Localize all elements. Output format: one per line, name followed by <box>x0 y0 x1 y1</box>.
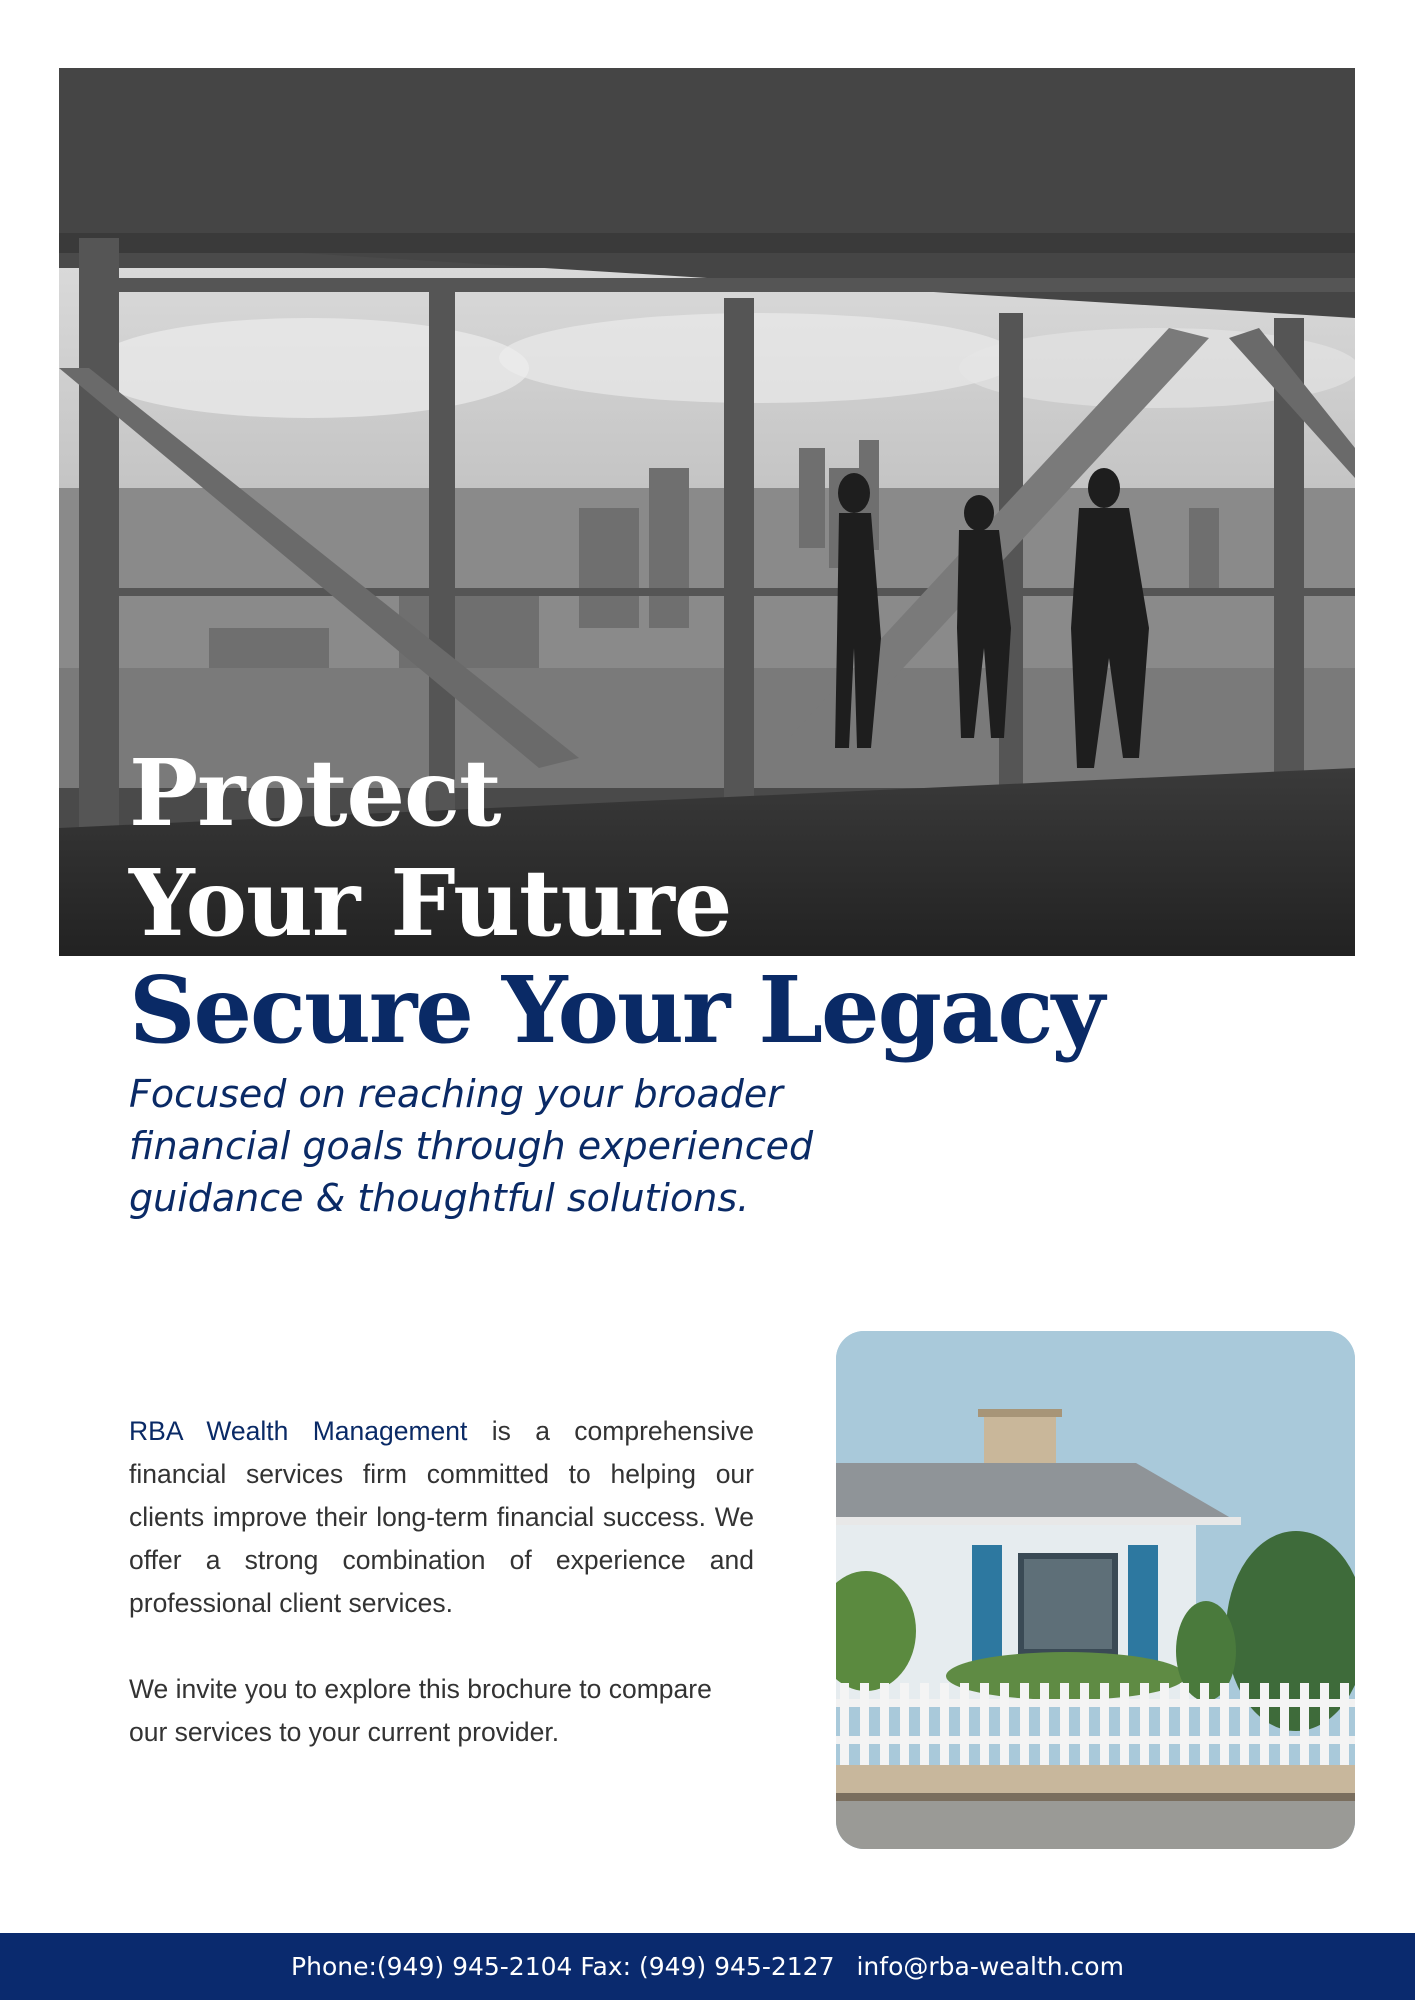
contact-footer <box>0 1933 1415 2000</box>
intro-paragraph-2: We invite you to explore this brochure to compare our services to your current provider. <box>129 1674 712 1747</box>
house-photo <box>836 1331 1355 1849</box>
intro-paragraph-1 <box>129 1410 754 1625</box>
hero-title-line-1: Protect <box>129 739 501 847</box>
house-image <box>836 1331 1355 1849</box>
tagline-line-2: financial goals through experienced <box>129 1124 814 1168</box>
tagline-line-1: Focused on reaching your broader <box>129 1072 783 1116</box>
headline: Secure Your Legacy <box>129 956 1103 1064</box>
intro-paragraph-1-text: is a comprehensive financial services firm committed to helping our clients improve their long-term financial success. We offer a strong combination of experience and professional client services. <box>129 1416 754 1618</box>
intro-text <box>129 1410 754 1754</box>
tagline-line-3: guidance & thoughtful solutions. <box>129 1176 750 1220</box>
phone-fax: Phone:(949) 945-2104 Fax: (949) 945-2127 <box>291 1952 835 1981</box>
brand-name: RBA Wealth Management <box>129 1416 468 1446</box>
tagline <box>129 1068 849 1224</box>
hero-title <box>129 738 731 958</box>
email-address: info@rba-wealth.com <box>856 1952 1124 1981</box>
hero-title-line-2: Your Future <box>129 849 732 957</box>
